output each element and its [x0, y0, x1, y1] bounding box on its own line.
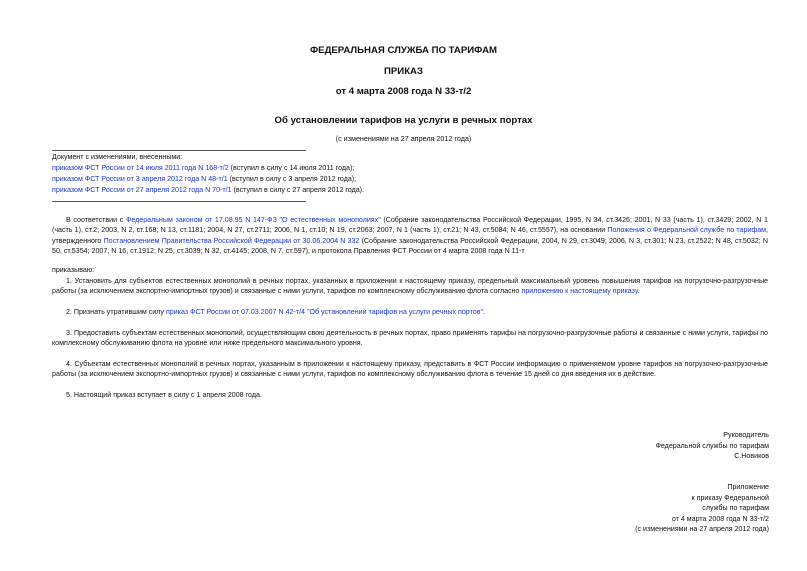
change-item: приказом ФСТ России от 14 июля 2011 года N 168-т/2 (вступил в силу с 14 июля 2011 года); — [52, 164, 355, 172]
appendix-amendment-note: (с изменениями на 27 апреля 2012 года) — [635, 525, 769, 534]
appendix-link[interactable]: приложению к настоящему приказу — [521, 287, 638, 296]
signature-position: Руководитель — [723, 431, 769, 439]
document-date-number: от 4 марта 2008 года N 33-т/2 — [335, 86, 472, 97]
item-1-paragraph: 1. Установить для субъектов естественных монополий в речных портах, указанных в приложении к настоящему приказу, предельный максимальный уровень повышения тарифов на погрузочно-разгрузочные работы (за исключением экспортно-импортных грузов) и связанные с ними услуги, тарифов по комплексному обслуживанию флота согласно приложению к настоящему приказу. — [52, 277, 768, 296]
appendix-ref-line: к приказу Федеральной — [691, 493, 769, 502]
order-word: приказываю: — [52, 266, 95, 274]
federal-law-link[interactable]: Федеральным законом от 17.08.95 N 147-ФЗ "О естественных монополиях" — [125, 216, 381, 224]
document-title: Об установлении тарифов на услуги в речных портах — [274, 115, 533, 126]
item-3-paragraph: 3. Предоставить субъектам естественных монополий, осуществляющим свою деятельность в речных портах, право применять тарифы на погрузочно-разгрузочные работы и связанные с ними услуги, тарифы по комплексному обслуживанию флота на уровне или ниже предельного максимального уровня. — [52, 329, 768, 348]
item-4-paragraph: 4. Субъектам естественных монополий в речных портах, указанным в приложении к настоящему приказу, представить в ФСТ России информацию о применяемом уровне тарифов на погрузочно-разгрузочные работы (за исключением экспортно-импортных грузов) и связанные с ними услуги, тарифов по комплексному обслуживанию флота в течение 15 дней со дня введения их в действие. — [52, 360, 768, 379]
changes-intro: Документ с изменениями, внесенными: — [52, 153, 183, 161]
signature-organization: Федеральной службы по тарифам — [655, 441, 769, 450]
signatory-name: С.Новиков — [734, 452, 769, 461]
divider-top — [52, 150, 306, 151]
appendix-block — [635, 482, 769, 535]
change-item: приказом ФСТ России от 27 апреля 2012 года N 70-т/1 (вступил в силу с 27 апреля 2012 года). — [52, 186, 365, 194]
change-link[interactable]: приказом ФСТ России от 27 апреля 2012 года N 70-т/1 — [52, 186, 232, 194]
issuing-organization: ФЕДЕРАЛЬНАЯ СЛУЖБА ПО ТАРИФАМ — [309, 45, 498, 56]
change-item: приказом ФСТ России от 3 апреля 2012 года N 48-т/1 (вступил в силу с 3 апреля 2012 года); — [52, 175, 357, 183]
divider-bottom — [52, 201, 306, 202]
revoked-order-link[interactable]: приказ ФСТ России от 07.03.2007 N 42-т/4 "Об установлении тарифов на услуги речных портов" — [165, 308, 483, 316]
document-type: ПРИКАЗ — [384, 66, 423, 77]
item-5-paragraph: 5. Настоящий приказ вступает в силу с 1 апреля 2008 года. — [66, 391, 262, 399]
signature-block — [656, 430, 770, 462]
appendix-ref-line: от 4 марта 2008 года N 33-т/2 — [671, 514, 769, 523]
regulation-link[interactable]: Положения о Федеральной службе по тарифам — [607, 226, 767, 235]
preamble-paragraph: В соответствии с Федеральным законом от 17.08.95 N 147-ФЗ "О естественных монополиях" (Собрание законодательства Российской Федерации, 1995, N 34, ст.3426; 2001, N 33 (часть 1), ст.3429; 2002, N 1 (часть 1), ст.2; 2003, N 2, ст.168; N 13, ст.1181; 2004, N 27, ст.2711; 2006, N 1, ст.10; N 19, ст.2063; 2007, N 1 (часть 1), ст.21; N 43, ст.5084; N 46, ст.5557), на основании Положения о Федеральной службе по тарифам, утвержденного Постановлением Правительства Российской Федерации от 30.06.2004 N 332 (Собрание законодательства Российской Федерации, 2004, N 29, ст.3049; 2006, N 3, ст.301; N 23, ст.2522; N 48, ст.5032; N 50, ст.5354; 2007, N 16, ст.1912; N 25, ст.3039; N 32, ст.4145; 2008, N 7, ст.597), и протокола Правления ФСТ России от 4 марта 2008 года N 11-т — [52, 216, 768, 255]
item-2-paragraph: 2. Признать утратившим силу приказ ФСТ России от 07.03.2007 N 42-т/4 "Об установлении тарифов на услуги речных портов". — [66, 308, 485, 316]
appendix-label: Приложение — [727, 483, 769, 491]
government-decree-link[interactable]: Постановлением Правительства Российской Федерации от 30.06.2004 N 332 — [103, 236, 360, 245]
change-link[interactable]: приказом ФСТ России от 14 июля 2011 года N 168-т/2 — [52, 164, 229, 172]
appendix-ref-line: службы по тарифам — [702, 504, 769, 513]
amendment-note: (с изменениями на 27 апреля 2012 года) — [335, 134, 472, 143]
change-link[interactable]: приказом ФСТ России от 3 апреля 2012 года N 48-т/1 — [52, 175, 228, 183]
